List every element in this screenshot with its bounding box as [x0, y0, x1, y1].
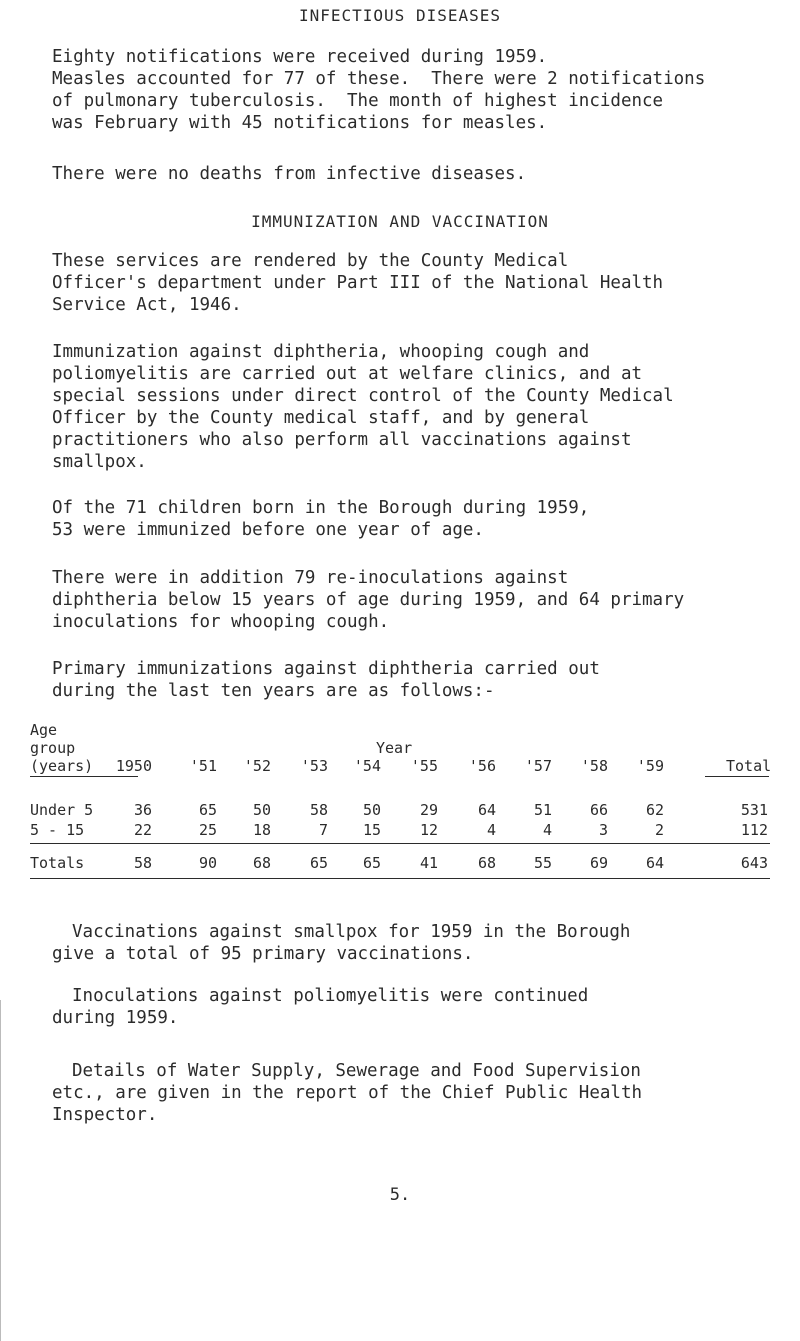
grand-total-cell: 643: [740, 854, 768, 872]
text-line: poliomyelitis are carried out at welfare clinics, and at: [52, 364, 643, 384]
table-cell: 50: [252, 801, 271, 819]
table-cell: 58: [309, 801, 328, 819]
deaths-paragraph: [52, 163, 772, 185]
text-line: practitioners who also perform all vaccinations against: [52, 430, 632, 450]
table-cell: 15: [362, 821, 381, 839]
text-line: inoculations for whooping cough.: [52, 612, 390, 632]
totals-cell: 65: [309, 854, 328, 872]
details-paragraph: [52, 1060, 792, 1126]
text-line: Inoculations against poliomyelitis were continued: [72, 986, 589, 1006]
table-header-age: Age: [30, 721, 58, 739]
year-header-cell: '57: [524, 757, 552, 775]
year-header-cell: '58: [580, 757, 608, 775]
reinoculations-paragraph: [52, 567, 772, 633]
year-header-cell: '54: [353, 757, 381, 775]
year-header-cell: '55: [410, 757, 438, 775]
totals-cell: 68: [477, 854, 496, 872]
text-line: Eighty notifications were received during 1959.: [52, 47, 548, 67]
year-header-cell: '51: [189, 757, 217, 775]
text-line: give a total of 95 primary vaccinations.: [52, 944, 474, 964]
table-cell: 36: [133, 801, 152, 819]
table-cell: 50: [362, 801, 381, 819]
vaccinations-paragraph: [52, 921, 792, 965]
table-header-years: (years): [30, 757, 94, 775]
year-header-cell: '59: [636, 757, 664, 775]
table-cell: 29: [419, 801, 438, 819]
text-line: Officer by the County medical staff, and by general: [52, 408, 590, 428]
table-cell: 2: [654, 821, 664, 839]
text-line: Service Act, 1946.: [52, 295, 242, 315]
table-cell: 62: [645, 801, 664, 819]
text-line: diphtheria below 15 years of age during 1959, and 64 primary: [52, 590, 685, 610]
table-cell: 22: [133, 821, 152, 839]
text-line: Immunization against diphtheria, whooping cough and: [52, 342, 590, 362]
table-cell: 4: [486, 821, 496, 839]
totals-label: Totals: [30, 854, 85, 872]
year-header-cell: '53: [300, 757, 328, 775]
table-cell: 25: [198, 821, 217, 839]
row-label: 5 - 15: [30, 821, 85, 839]
header-underline: [705, 776, 769, 777]
row-total-cell: 531: [740, 801, 768, 819]
totals-rule-bottom: [30, 878, 770, 879]
totals-cell: 58: [133, 854, 152, 872]
table-cell: 18: [252, 821, 271, 839]
totals-cell: 65: [362, 854, 381, 872]
totals-cell: 41: [419, 854, 438, 872]
text-line: These services are rendered by the County Medical: [52, 251, 569, 271]
table-cell: 66: [589, 801, 608, 819]
table-cell: 4: [542, 821, 552, 839]
immunization-paragraph: [52, 341, 772, 473]
table-cell: 12: [419, 821, 438, 839]
table-cell: 51: [533, 801, 552, 819]
text-line: Officer's department under Part III of the National Health: [52, 273, 664, 293]
totals-cell: 69: [589, 854, 608, 872]
page-edge-shadow: [0, 1000, 1, 1341]
services-paragraph: [52, 250, 772, 316]
table-cell: 65: [198, 801, 217, 819]
totals-cell: 55: [533, 854, 552, 872]
row-label: Under 5: [30, 801, 94, 819]
text-line: etc., are given in the report of the Chief Public Health: [52, 1083, 643, 1103]
section-subheading: IMMUNIZATION AND VACCINATION: [251, 212, 549, 231]
table-header-group: group: [30, 739, 76, 757]
text-line: Primary immunizations against diphtheria carried out: [52, 659, 600, 679]
table-header-year: Year: [376, 739, 413, 757]
text-line: There were no deaths from infective diseases.: [52, 164, 527, 184]
table-header-total: Total: [726, 757, 772, 775]
text-line: 53 were immunized before one year of age.: [52, 520, 484, 540]
text-line: during 1959.: [52, 1008, 179, 1028]
year-header-cell: '52: [243, 757, 271, 775]
text-line: was February with 45 notifications for measles.: [52, 113, 548, 133]
text-line: special sessions under direct control of the County Medical: [52, 386, 674, 406]
totals-cell: 68: [252, 854, 271, 872]
text-line: of pulmonary tuberculosis. The month of highest incidence: [52, 91, 664, 111]
children-paragraph: [52, 497, 772, 541]
table-cell: 7: [318, 821, 328, 839]
row-total-cell: 112: [740, 821, 768, 839]
totals-cell: 64: [645, 854, 664, 872]
totals-cell: 90: [198, 854, 217, 872]
year-header-cell: 1950: [115, 757, 152, 775]
text-line: Of the 71 children born in the Borough during 1959,: [52, 498, 590, 518]
table-cell: 64: [477, 801, 496, 819]
header-underline: [30, 776, 138, 777]
polio-paragraph: [52, 985, 792, 1029]
text-line: smallpox.: [52, 452, 147, 472]
text-line: There were in addition 79 re-inoculations against: [52, 568, 569, 588]
notifications-paragraph: [52, 46, 772, 134]
text-line: Vaccinations against smallpox for 1959 in the Borough: [72, 922, 631, 942]
totals-rule-top: [30, 843, 770, 844]
primary-intro-paragraph: [52, 658, 772, 702]
table-cell: 3: [598, 821, 608, 839]
text-line: Measles accounted for 77 of these. There were 2 notifications: [52, 69, 706, 89]
page-number: 5.: [389, 1185, 411, 1205]
text-line: during the last ten years are as follows:-: [52, 681, 495, 701]
text-line: Details of Water Supply, Sewerage and Food Supervision: [72, 1061, 641, 1081]
page-heading: INFECTIOUS DISEASES: [298, 6, 502, 25]
year-header-cell: '56: [468, 757, 496, 775]
text-line: Inspector.: [52, 1105, 158, 1125]
